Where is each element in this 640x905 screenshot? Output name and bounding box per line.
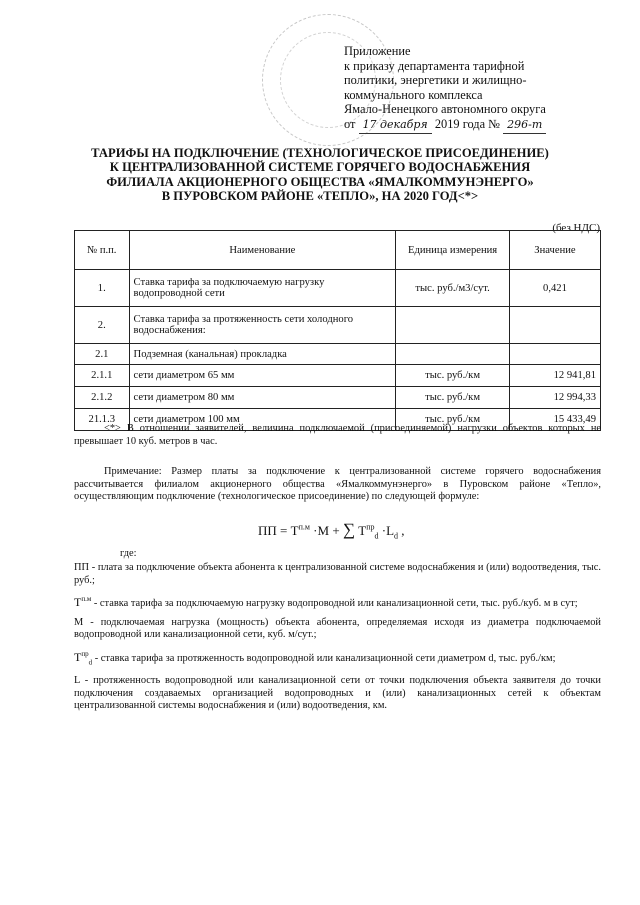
row-unit: тыс. руб./м3/сут. [396, 270, 510, 307]
title-line: В ПУРОВСКОМ РАЙОНЕ «ТЕПЛО», НА 2020 ГОД<*> [161, 189, 479, 204]
formula-t: Т [290, 523, 299, 538]
definition-tdpr [74, 648, 601, 669]
row-value [509, 307, 600, 344]
row-name: сети диаметром 65 мм [129, 365, 396, 387]
row-name: Ставка тарифа за подключаемую нагрузку водопроводной сети [129, 270, 396, 307]
formula-td: Т [358, 523, 367, 538]
row-value: 12 994,33 [509, 387, 600, 409]
vat-note: (без НДС) [552, 222, 600, 234]
row-num: 21.1.3 [75, 409, 130, 431]
table-row [75, 270, 601, 307]
def-text: - ставка тарифа за подключаемую нагрузку водопроводной или канализационной сети, тыс. руб./куб. м в сут; [91, 598, 578, 610]
formula-tail: , [401, 523, 405, 538]
table-row [75, 365, 601, 387]
row-value [509, 344, 600, 365]
formula-lhs: ПП [258, 523, 277, 538]
appendix-line: политики, энергетики и жилищно- [344, 73, 527, 88]
title-line: ФИЛИАЛА АКЦИОНЕРНОГО ОБЩЕСТВА «ЯМАЛКОММУНЭНЕРГО» [106, 174, 534, 189]
appendix-date-line [344, 117, 614, 134]
row-unit: тыс. руб./км [396, 365, 510, 387]
def-symbol-base: Т [74, 649, 82, 664]
title-line: К ЦЕНТРАЛИЗОВАННОЙ СИСТЕМЕ ГОРЯЧЕГО ВОДОСНАБЖЕНИЯ [109, 160, 531, 175]
def-symbol-sup: п.м [81, 595, 92, 604]
row-name: Подземная (канальная) прокладка [129, 344, 396, 365]
row-name: Ставка тарифа за протяженность сети холодного водоснабжения: [129, 307, 396, 344]
row-name: сети диаметром 80 мм [129, 387, 396, 409]
appendix-line: Ямало-Ненецкого автономного округа [344, 102, 546, 117]
row-name: сети диаметром 100 мм [129, 409, 396, 431]
formula-dot-l: ·L [381, 523, 395, 538]
formula-plus: + [332, 523, 340, 538]
tariff-table [74, 230, 601, 431]
row-value: 12 941,81 [509, 365, 600, 387]
formula-dot-m: ·М [313, 523, 330, 538]
definition-l: L - протяженность водопроводной или канализационной сети от точки подключения объекта заявителя до точки подключения создаваемых организацией водопроводных и (или) канализационных сетей к объектам централизованной системы водоснабжения и (или) водоотведения, км. [74, 674, 601, 712]
handwritten-date: 17 декабря [359, 118, 432, 134]
handwritten-order-number: 296-т [503, 118, 546, 134]
where-label: где: [120, 548, 137, 559]
fee-formula [258, 520, 405, 541]
definition-tpm [74, 593, 601, 611]
table-row [75, 344, 601, 365]
row-num: 2. [75, 307, 130, 344]
footnote: <*> В отношении заявителей, величина подключаемой (присоединяемой) нагрузки объектов которых не превышает 10 куб. метров в час. [74, 423, 601, 447]
header-name: Наименование [129, 231, 396, 270]
definition-pp [74, 562, 601, 587]
formula-l-sub: d [394, 531, 399, 541]
appendix-line: к приказу департамента тарифной [344, 58, 525, 73]
row-unit: тыс. руб./км [396, 387, 510, 409]
document-title [40, 146, 600, 204]
table-row [75, 387, 601, 409]
row-unit: тыс. руб./км [396, 409, 510, 431]
def-symbol-sup: пр [81, 649, 89, 658]
date-year: 2019 года № [434, 116, 501, 131]
date-prefix: от [344, 116, 356, 131]
def-text: - плата за подключение объекта абонента к централизованной системе водоснабжения и (или) водоотведения, тыс. руб.; [74, 562, 601, 586]
formula-equals: = [280, 523, 288, 538]
def-symbol [74, 649, 93, 667]
definitions [74, 562, 601, 719]
row-value: 0,421 [509, 270, 600, 307]
def-symbol-base: Т [74, 595, 82, 610]
row-num: 2.1 [75, 344, 130, 365]
note-paragraph: Примечание: Размер платы за подключение к централизованной системе горячего водоснабжения рассчитывается филиалом акционерного общества «Ямалкоммунэнерго» в Пуровском районе «Тепло», осуществляющим подключение (технологическое присоединение) по следующей формуле: [74, 466, 601, 503]
def-symbol-sub: d [88, 658, 93, 667]
formula-td-sup: пр [366, 522, 375, 532]
formula-td-sub: d [374, 531, 379, 541]
appendix-line: Приложение [344, 44, 411, 58]
row-unit [396, 344, 510, 365]
definition-m: М - подключаемая нагрузка (мощность) объекта абонента, определяемая исходя из диаметра подключаемой водопроводной или канализационной сети, куб. м/сут.; [74, 616, 601, 641]
header-unit: Единица измерения [396, 231, 510, 270]
title-line: ТАРИФЫ НА ПОДКЛЮЧЕНИЕ (ТЕХНОЛОГИЧЕСКОЕ ПРИСОЕДИНЕНИЕ) [91, 146, 549, 160]
row-num: 2.1.2 [75, 387, 130, 409]
table-row [75, 307, 601, 344]
table-header-row [75, 231, 601, 270]
row-num: 2.1.1 [75, 365, 130, 387]
row-unit [396, 307, 510, 344]
def-text: - ставка тарифа за протяженность водопроводной или канализационной сети диаметром d, тыс. руб./км; [92, 652, 556, 664]
formula-t-sup: п.м [298, 522, 310, 532]
header-num: № п.п. [75, 231, 130, 270]
appendix-header [344, 44, 614, 134]
formula-sum: ∑ [342, 520, 356, 539]
appendix-line: коммунального комплекса [344, 87, 483, 102]
row-num: 1. [75, 270, 130, 307]
def-symbol [74, 595, 91, 609]
row-value: 15 433,49 [509, 409, 600, 431]
def-symbol: ПП [74, 562, 90, 573]
header-value: Значение [509, 231, 600, 270]
